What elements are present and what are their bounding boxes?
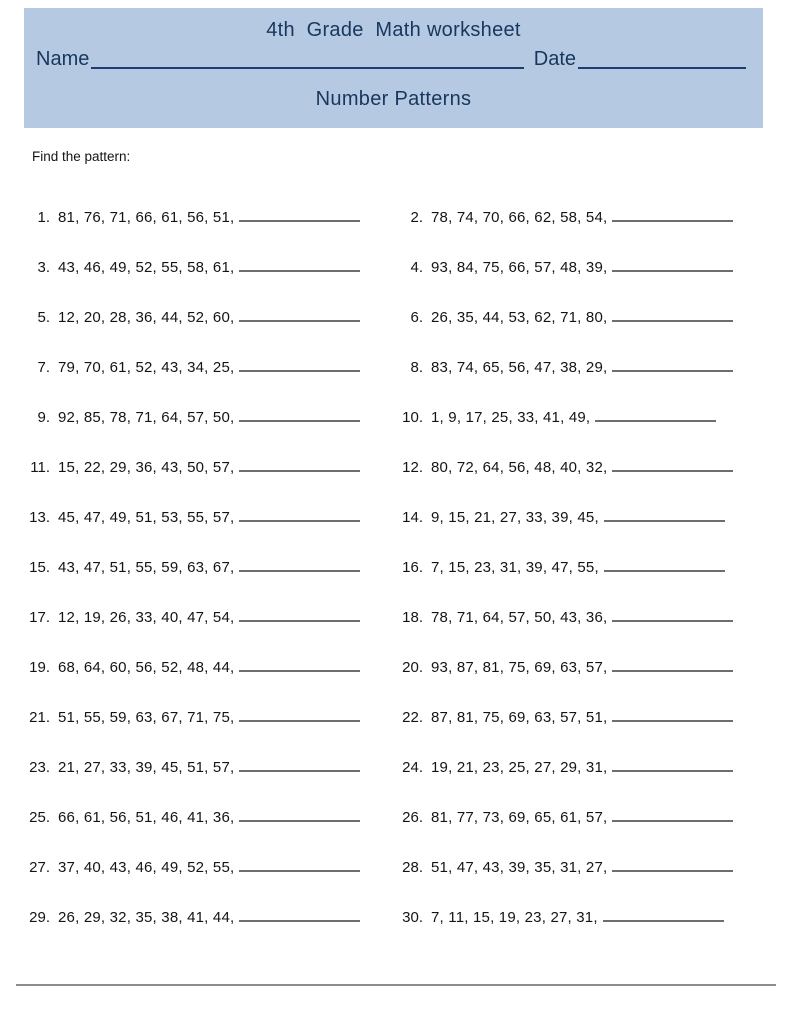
problem-number: 20. [402, 658, 423, 676]
problem-row [0, 659, 385, 676]
problem-number: 21. [29, 708, 50, 726]
problem-row [385, 809, 800, 826]
problem-row [0, 809, 385, 826]
problem-sequence: 81, 76, 71, 66, 61, 56, 51, [58, 208, 235, 226]
answer-blank-line [612, 620, 733, 622]
problem-row [385, 909, 800, 926]
problem-number: 30. [402, 908, 423, 926]
answer-blank-line [612, 820, 733, 822]
problem-sequence: 68, 64, 60, 56, 52, 48, 44, [58, 658, 235, 676]
problem-sequence: 7, 11, 15, 19, 23, 27, 31, [431, 908, 598, 926]
problem-number: 10. [402, 408, 423, 426]
problem-sequence: 87, 81, 75, 69, 63, 57, 51, [431, 708, 608, 726]
answer-blank-line [603, 920, 724, 922]
problem-sequence: 93, 87, 81, 75, 69, 63, 57, [431, 658, 608, 676]
problem-sequence: 12, 19, 26, 33, 40, 47, 54, [58, 608, 235, 626]
date-blank-line [578, 47, 746, 69]
answer-blank-line [239, 270, 360, 272]
answer-blank-line [239, 620, 360, 622]
problem-row [385, 609, 800, 626]
answer-blank-line [239, 770, 360, 772]
answer-blank-line [239, 220, 360, 222]
answer-blank-line [612, 720, 733, 722]
problem-sequence: 92, 85, 78, 71, 64, 57, 50, [58, 408, 235, 426]
instruction-text: Find the pattern: [32, 149, 131, 164]
problem-number: 22. [402, 708, 423, 726]
problem-sequence: 51, 47, 43, 39, 35, 31, 27, [431, 858, 608, 876]
problem-sequence: 66, 61, 56, 51, 46, 41, 36, [58, 808, 235, 826]
problem-row [0, 709, 385, 726]
answer-blank-line [612, 870, 733, 872]
answer-blank-line [612, 370, 733, 372]
date-label: Date [533, 48, 576, 70]
problem-number: 26. [402, 808, 423, 826]
problem-row [385, 259, 800, 276]
problem-number: 15. [29, 558, 50, 576]
problem-row [0, 359, 385, 376]
problem-number: 4. [410, 258, 423, 276]
problem-row [385, 859, 800, 876]
problem-row [385, 659, 800, 676]
problem-sequence: 45, 47, 49, 51, 53, 55, 57, [58, 508, 235, 526]
answer-blank-line [604, 570, 725, 572]
problem-row [0, 859, 385, 876]
problem-number: 13. [29, 508, 50, 526]
problem-row [385, 359, 800, 376]
problem-number: 5. [37, 308, 50, 326]
answer-blank-line [239, 520, 360, 522]
problem-row [0, 909, 385, 926]
name-label: Name [36, 48, 90, 70]
problem-row [385, 709, 800, 726]
answer-blank-line [239, 470, 360, 472]
problem-number: 9. [37, 408, 50, 426]
problem-number: 12. [402, 458, 423, 476]
problem-sequence: 26, 35, 44, 53, 62, 71, 80, [431, 308, 608, 326]
problem-sequence: 83, 74, 65, 56, 47, 38, 29, [431, 358, 608, 376]
problem-number: 28. [402, 858, 423, 876]
problem-sequence: 21, 27, 33, 39, 45, 51, 57, [58, 758, 235, 776]
answer-blank-line [239, 320, 360, 322]
problem-row [0, 559, 385, 576]
problem-number: 23. [29, 758, 50, 776]
problem-number: 27. [29, 858, 50, 876]
problem-row [0, 609, 385, 626]
answer-blank-line [239, 870, 360, 872]
problem-row [385, 459, 800, 476]
problem-sequence: 43, 46, 49, 52, 55, 58, 61, [58, 258, 235, 276]
problem-number: 7. [37, 358, 50, 376]
answer-blank-line [239, 720, 360, 722]
name-blank-line [91, 47, 523, 69]
answer-blank-line [239, 420, 360, 422]
problem-row [385, 559, 800, 576]
problem-row [0, 309, 385, 326]
answer-blank-line [612, 270, 733, 272]
problem-number: 19. [29, 658, 50, 676]
problem-sequence: 12, 20, 28, 36, 44, 52, 60, [58, 308, 235, 326]
answer-blank-line [612, 320, 733, 322]
problem-sequence: 26, 29, 32, 35, 38, 41, 44, [58, 908, 235, 926]
problem-row [385, 409, 800, 426]
problem-row [0, 409, 385, 426]
problem-number: 6. [410, 308, 423, 326]
problem-row [0, 509, 385, 526]
problem-number: 29. [29, 908, 50, 926]
problems-grid [0, 192, 800, 942]
problem-sequence: 15, 22, 29, 36, 43, 50, 57, [58, 458, 235, 476]
footer-divider-line [16, 984, 776, 986]
problem-sequence: 79, 70, 61, 52, 43, 34, 25, [58, 358, 235, 376]
answer-blank-line [604, 520, 725, 522]
problem-row [385, 759, 800, 776]
problem-number: 25. [29, 808, 50, 826]
problem-row [385, 309, 800, 326]
problem-sequence: 7, 15, 23, 31, 39, 47, 55, [431, 558, 599, 576]
problem-sequence: 51, 55, 59, 63, 67, 71, 75, [58, 708, 235, 726]
answer-blank-line [239, 920, 360, 922]
problem-number: 8. [410, 358, 423, 376]
problem-number: 2. [410, 208, 423, 226]
answer-blank-line [239, 820, 360, 822]
problem-sequence: 9, 15, 21, 27, 33, 39, 45, [431, 508, 599, 526]
answer-blank-line [612, 470, 733, 472]
problem-sequence: 81, 77, 73, 69, 65, 61, 57, [431, 808, 608, 826]
problem-row [0, 209, 385, 226]
problem-sequence: 93, 84, 75, 66, 57, 48, 39, [431, 258, 608, 276]
problem-sequence: 80, 72, 64, 56, 48, 40, 32, [431, 458, 608, 476]
answer-blank-line [239, 670, 360, 672]
problem-sequence: 78, 74, 70, 66, 62, 58, 54, [431, 208, 608, 226]
problem-number: 16. [402, 558, 423, 576]
problem-number: 1. [37, 208, 50, 226]
problem-row [0, 759, 385, 776]
answer-blank-line [595, 420, 716, 422]
name-date-row [24, 47, 763, 71]
worksheet-header [24, 8, 763, 128]
problem-number: 24. [402, 758, 423, 776]
problem-sequence: 43, 47, 51, 55, 59, 63, 67, [58, 558, 235, 576]
answer-blank-line [239, 370, 360, 372]
answer-blank-line [612, 220, 733, 222]
problem-number: 14. [402, 508, 423, 526]
problem-row [385, 509, 800, 526]
problem-sequence: 37, 40, 43, 46, 49, 52, 55, [58, 858, 235, 876]
problem-row [0, 459, 385, 476]
problem-sequence: 1, 9, 17, 25, 33, 41, 49, [431, 408, 591, 426]
problem-sequence: 78, 71, 64, 57, 50, 43, 36, [431, 608, 608, 626]
problem-row [385, 209, 800, 226]
page-title: 4th Grade Math worksheet [266, 19, 521, 41]
problem-sequence: 19, 21, 23, 25, 27, 29, 31, [431, 758, 608, 776]
problem-number: 3. [37, 258, 50, 276]
problem-number: 17. [29, 608, 50, 626]
problem-row [0, 259, 385, 276]
answer-blank-line [239, 570, 360, 572]
worksheet-subtitle: Number Patterns [315, 88, 472, 110]
problem-number: 18. [402, 608, 423, 626]
answer-blank-line [612, 670, 733, 672]
answer-blank-line [612, 770, 733, 772]
problem-number: 11. [30, 458, 50, 476]
